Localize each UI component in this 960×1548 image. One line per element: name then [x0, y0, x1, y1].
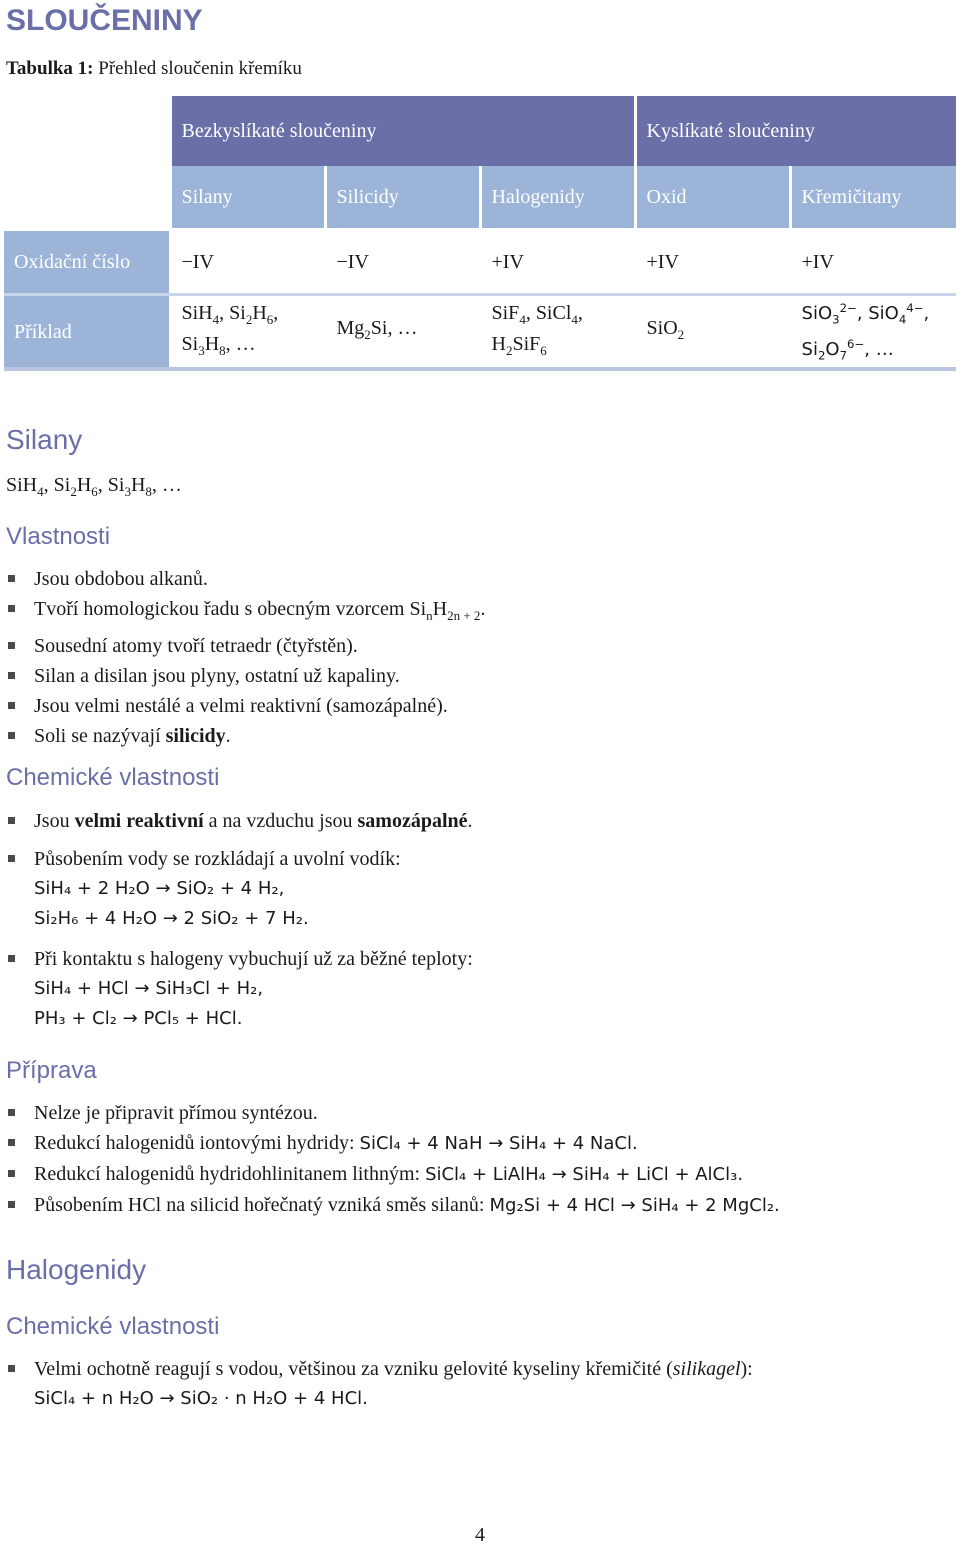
cell-ex-silicidy: $Mg_2Si$, … [325, 295, 480, 370]
list-item: Nelze je připravit přímou syntézou. [6, 1098, 946, 1128]
list-item [6, 944, 946, 1034]
list-vlastnosti [6, 564, 946, 751]
list-item: Sousední atomy tvoří tetraedr (čtyřstěn). [6, 631, 946, 661]
silany-formula: SiH$_4$, $Si_2H_6$, $Si_3H_8$, … [6, 474, 182, 499]
cell-ox-silicidy: −IV [325, 230, 480, 295]
cell-ox-silany: −IV [170, 230, 325, 295]
cell-ox-kremicitany: +IV [790, 230, 956, 295]
equation: Si₂H₆ + 4 H₂O → 2 SiO₂ + 7 H₂. [34, 908, 309, 929]
cell-ex-silany: SiH$_4$, $Si_2H_6$, $Si_3H_8$, … [170, 295, 325, 370]
row-label-example: Příklad [4, 295, 170, 370]
list-chemicke-vlastnosti [6, 806, 946, 1034]
list-item [6, 844, 946, 934]
list-item [6, 1190, 946, 1221]
heading-halogenidy-chem: Chemické vlastnosti [6, 1313, 220, 1340]
cell-ex-kremicitany: SiO$_3^{2-}$, SiO$_4^{4-}$, $Si_2O_7^{6-}$, … [790, 295, 956, 370]
page-number: 4 [475, 1524, 485, 1546]
table-row-oxidation [4, 230, 956, 295]
table-caption [6, 58, 302, 80]
col-oxid: Oxid [635, 166, 790, 230]
item-text: Redukcí halogenidů iontovými hydridy: [34, 1132, 360, 1154]
heading-vlastnosti: Vlastnosti [6, 523, 111, 550]
cell-ex-halogenidy: SiF$_4$, SiCl$_4$, $H_2SiF_6$ [480, 295, 635, 370]
list-item [6, 1128, 946, 1159]
caption-text: Přehled sloučenin křemíku [93, 58, 302, 79]
cell-ox-halogenidy: +IV [480, 230, 635, 295]
item-text: Redukcí halogenidů hydridohlinitanem lithným: [34, 1163, 426, 1185]
equation: SiH₄ + 2 H₂O → SiO₂ + 4 H₂, [34, 878, 285, 899]
cell-ox-oxid: +IV [635, 230, 790, 295]
item-text: Působením vody se rozkládají a uvolní vodík: [34, 848, 401, 870]
caption-label: Tabulka 1: [6, 58, 94, 79]
col-kremicitany: Křemičitany [790, 166, 956, 230]
table-row-example [4, 295, 956, 370]
heading-silany: Silany [6, 424, 83, 455]
col-halogenidy: Halogenidy [480, 166, 635, 230]
list-item [6, 1159, 946, 1190]
list-halogenidy [6, 1354, 946, 1414]
item-text: Při kontaktu s halogeny vybuchují už za běžné teploty: [34, 948, 473, 970]
heading-priprava: Příprava [6, 1057, 97, 1084]
list-item: Silan a disilan jsou plyny, ostatní už kapaliny. [6, 661, 946, 691]
list-item: Soli se nazývají silicidy. [6, 721, 946, 751]
list-item: Jsou velmi nestálé a velmi reaktivní (samozápalné). [6, 691, 946, 721]
list-item: Tvoří homologickou řadu s obecným vzorcem $Si_nH_{2n + 2}$. [6, 594, 946, 631]
equation: SiCl₄ + n H₂O → SiO₂ · n H₂O + 4 HCl. [34, 1388, 368, 1409]
cell-ex-oxid: SiO$_2$ [635, 295, 790, 370]
list-item: Velmi ochotně reagují s vodou, většinou za vzniku gelovité kyseliny křemičité (silikagel): SiCl₄ + n H₂O → SiO₂ · n H₂O + 4 HCl. [6, 1354, 946, 1414]
group-kyslikate: Kyslíkaté sloučeniny [635, 96, 956, 166]
list-priprava [6, 1098, 946, 1221]
col-silany: Silany [170, 166, 325, 230]
item-text: Působením HCl na silicid hořečnatý vzniká směs silanů: [34, 1194, 490, 1216]
col-silicidy: Silicidy [325, 166, 480, 230]
heading-halogenidy: Halogenidy [6, 1254, 147, 1285]
equation: PH₃ + Cl₂ → PCl₅ + HCl. [34, 1008, 243, 1029]
compounds-table [4, 96, 956, 371]
heading-chemicke-vlastnosti: Chemické vlastnosti [6, 764, 220, 791]
table-header-row [4, 166, 956, 230]
equation: SiCl₄ + LiAlH₄ → SiH₄ + LiCl + AlCl₃. [425, 1164, 744, 1185]
row-label-oxidation: Oxidační číslo [4, 230, 170, 295]
list-item: Jsou velmi reaktivní a na vzduchu jsou samozápalné. [6, 806, 946, 836]
list-item: Jsou obdobou alkanů. [6, 564, 946, 594]
equation: SiH₄ + HCl → SiH₃Cl + H₂, [34, 978, 264, 999]
equation: Mg₂Si + 4 HCl → SiH₄ + 2 MgCl₂. [489, 1195, 780, 1216]
page-title: SLOUČENINY [6, 4, 203, 37]
equation: SiCl₄ + 4 NaH → SiH₄ + 4 NaCl. [359, 1133, 638, 1154]
table-group-row [4, 96, 956, 166]
group-bezkyslikate: Bezkyslíkaté sloučeniny [170, 96, 635, 166]
